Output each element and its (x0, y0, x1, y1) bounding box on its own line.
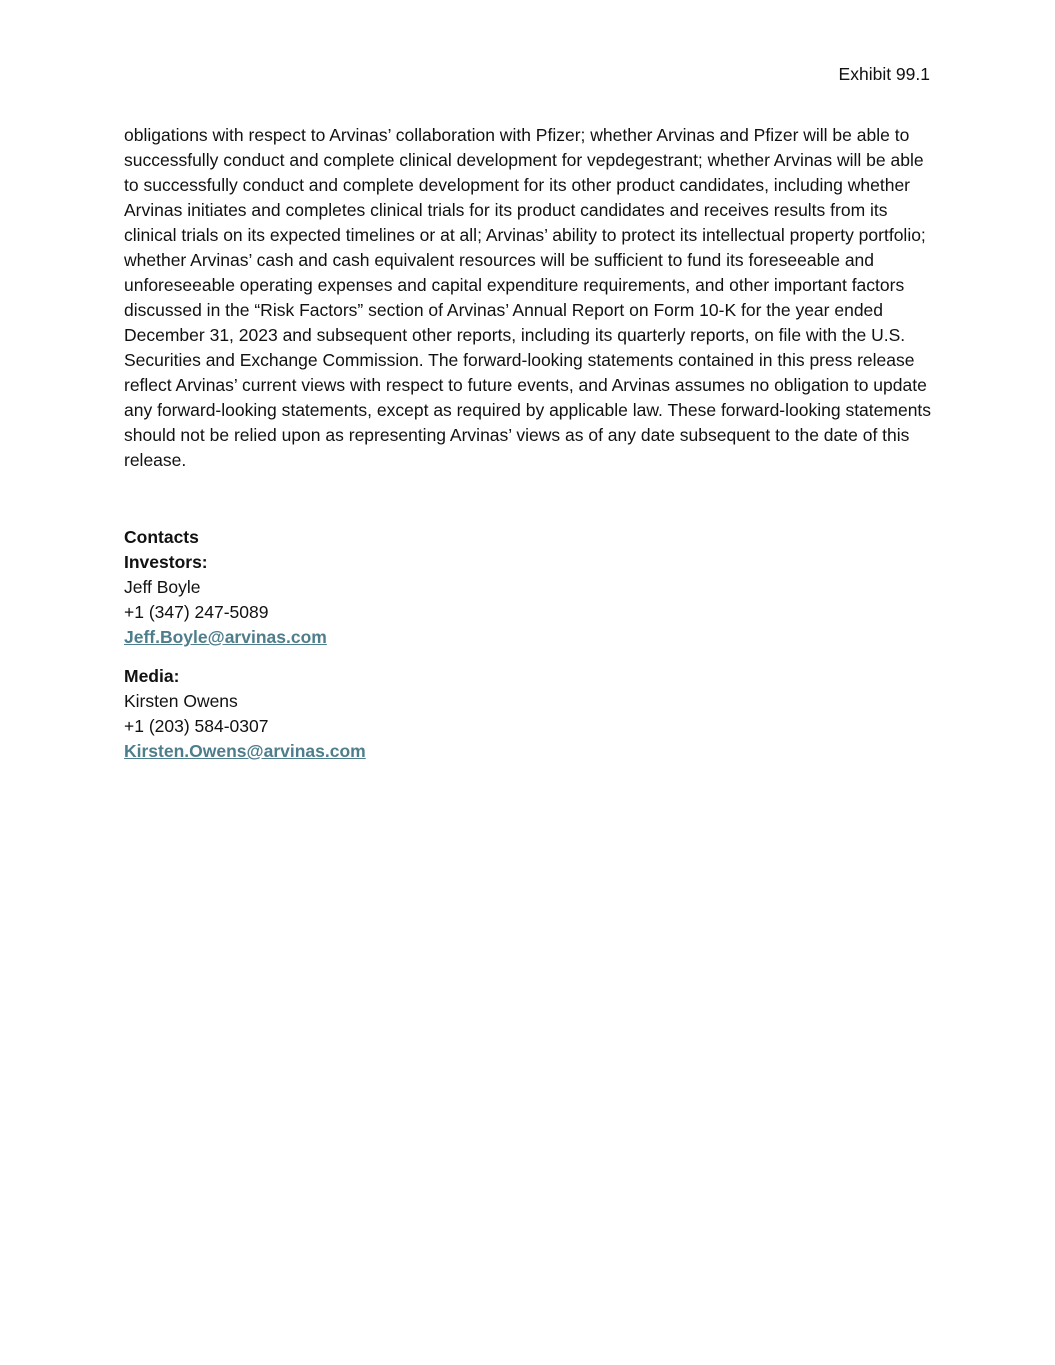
investor-contact-name: Jeff Boyle (124, 577, 201, 597)
exhibit-label: Exhibit 99.1 (838, 64, 930, 84)
contacts-spacer (124, 650, 366, 664)
contacts-heading: Contacts (124, 527, 199, 547)
forward-looking-statements-paragraph: obligations with respect to Arvinas’ collaboration with Pfizer; whether Arvinas and Pfizer will be able to successfully conduct and complete clinical development for vepdegestrant; whether Arvinas will be able to successfully conduct and complete development for its other product candidates, including whether Arvinas initiates and completes clinical trials for its product candidates and receives results from its clinical trials on its expected timelines or at all; Arvinas’ ability to protect its intellectual property portfolio; whether Arvinas’ cash and cash equivalent resources will be sufficient to fund its foreseeable and unforeseeable operating expenses and capital expenditure requirements, and other important factors discussed in the “Risk Factors” section of Arvinas’ Annual Report on Form 10-K for the year ended December 31, 2023 and subsequent other reports, including its quarterly reports, on file with the U.S. Securities and Exchange Commission. The forward-looking statements contained in this press release reflect Arvinas’ current views with respect to future events, and Arvinas assumes no obligation to update any forward-looking statements, except as required by applicable law. These forward-looking statements should not be relied upon as representing Arvinas’ views as of any date subsequent to the date of this release. (124, 125, 932, 470)
investor-contact-phone: +1 (347) 247-5089 (124, 602, 269, 622)
media-contact-phone: +1 (203) 584-0307 (124, 716, 269, 736)
investors-label: Investors: (124, 552, 208, 572)
media-label: Media: (124, 666, 180, 686)
investor-email-link[interactable]: Jeff.Boyle@arvinas.com (124, 627, 327, 647)
media-email-link[interactable]: Kirsten.Owens@arvinas.com (124, 741, 366, 761)
media-contact-name: Kirsten Owens (124, 691, 238, 711)
contacts-section (124, 525, 366, 764)
